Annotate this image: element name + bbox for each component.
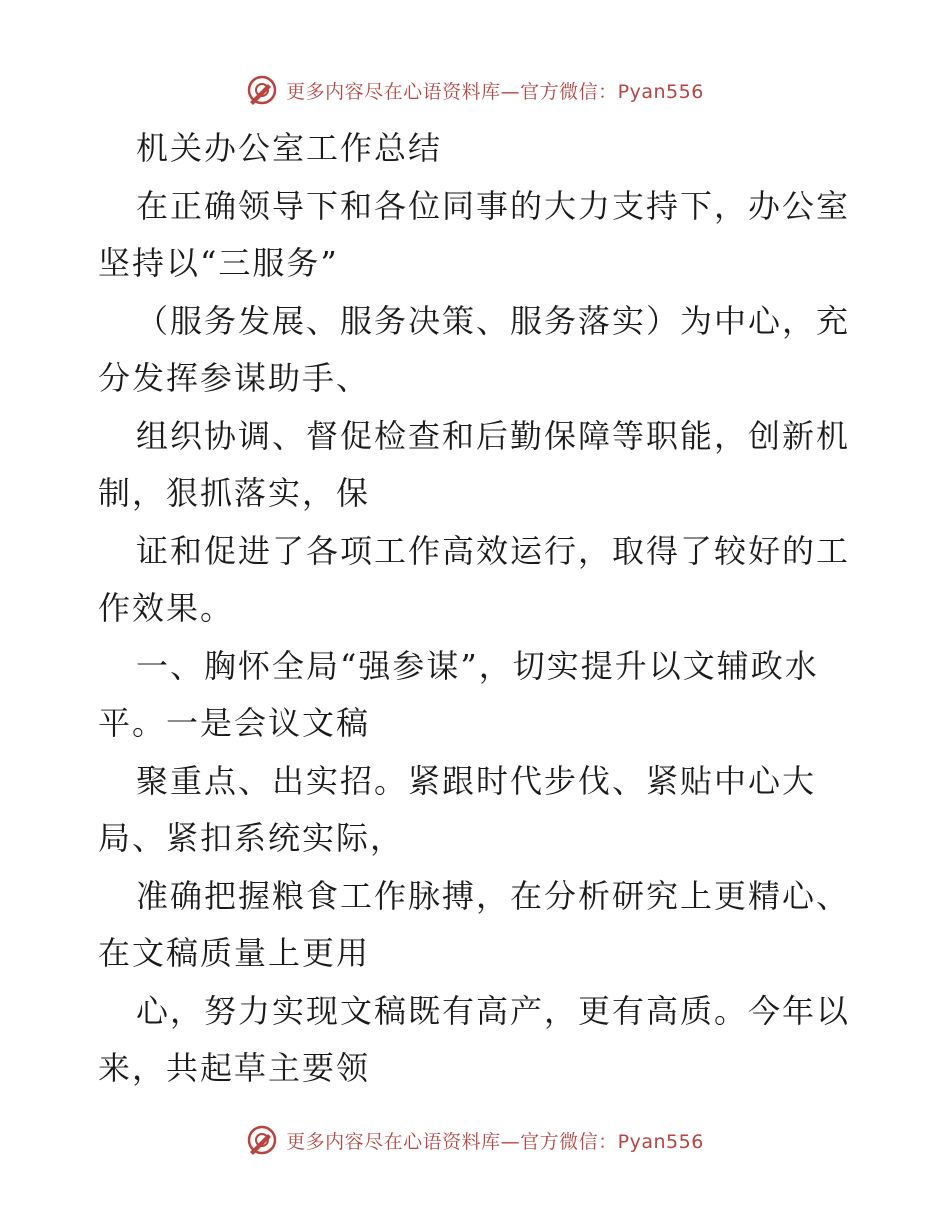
text-line: 分发挥参谋助手、 — [98, 359, 371, 397]
watermark-text: 更多内容尽在心语资料库—官方微信：Pyan556 — [286, 1130, 704, 1153]
text-line: 心，努力实现文稿既有高产，更有高质。今年以 — [136, 991, 851, 1030]
text-line: 来，共起草主要领 — [98, 1049, 371, 1087]
text-line: 局、紧扣系统实际， — [98, 819, 405, 857]
text-line: 制，狠抓落实，保 — [98, 474, 371, 512]
document-title: 机关办公室工作总结 — [136, 129, 443, 167]
text-line: 作效果。 — [98, 589, 235, 627]
document-body — [98, 120, 858, 1098]
pen-logo-icon — [246, 1124, 278, 1156]
text-line: 一、胸怀全局“强参谋”，切实提升以文辅政水 — [136, 646, 819, 685]
footer-watermark — [0, 1120, 950, 1160]
watermark-text: 更多内容尽在心语资料库—官方微信：Pyan556 — [286, 80, 704, 103]
text-line: （服务发展、服务决策、服务落实）为中心，充 — [136, 301, 851, 340]
text-line: 证和促进了各项工作高效运行，取得了较好的工 — [136, 531, 851, 570]
header-watermark — [0, 70, 950, 110]
text-line: 准确把握粮食工作脉搏，在分析研究上更精心、 — [136, 876, 851, 915]
text-line: 在文稿质量上更用 — [98, 934, 371, 972]
pen-logo-icon — [246, 74, 278, 106]
text-line: 平。一是会议文稿 — [98, 704, 371, 742]
text-line: 在正确领导下和各位同事的大力支持下，办公室 — [136, 186, 851, 225]
text-line: 坚持以“三服务” — [98, 244, 339, 282]
text-line: 聚重点、出实招。紧跟时代步伐、紧贴中心大 — [136, 761, 817, 800]
text-line: 组织协调、督促检查和后勤保障等职能，创新机 — [136, 416, 851, 455]
